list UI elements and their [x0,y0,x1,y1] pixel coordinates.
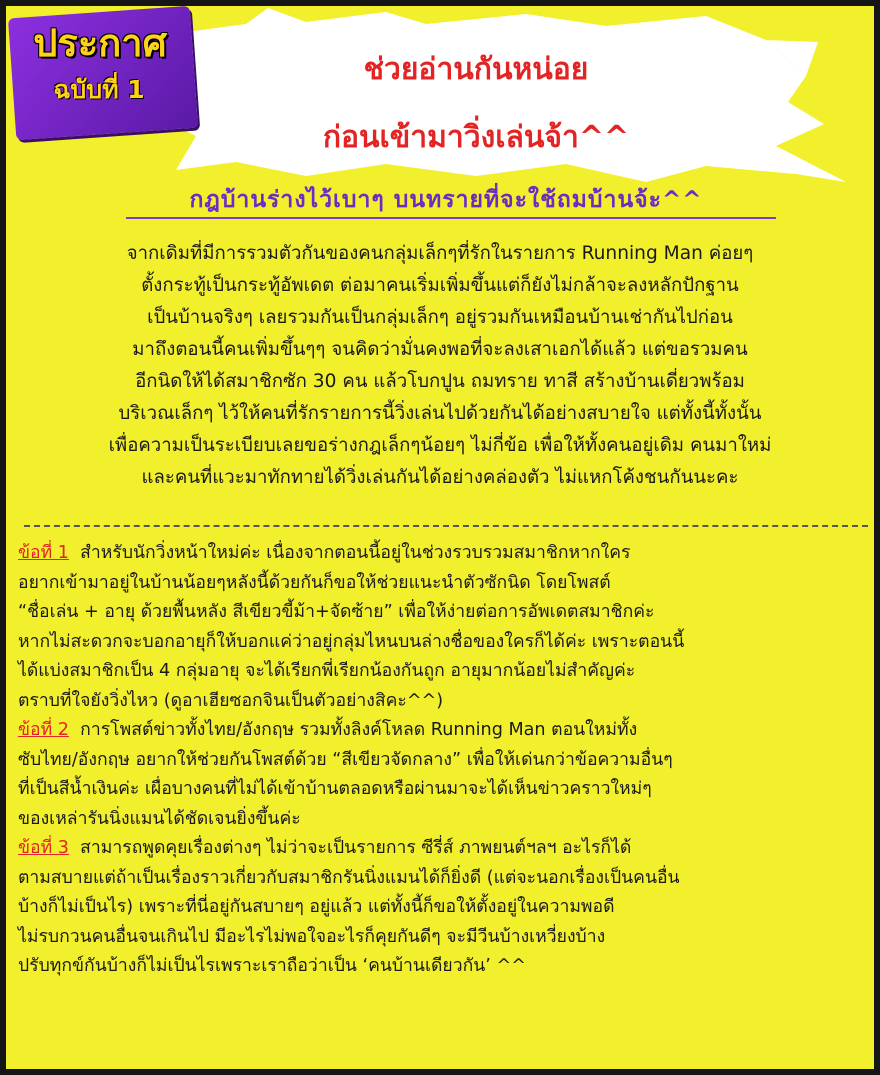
heading-line-1: ช่วยอ่านกันหน่อย [363,52,589,87]
rule-text-line: “ชื่อเล่น + อายุ ด้วยพื้นหลัง สีเขียวขี้ม้า+จัดซ้าย” เพื่อให้ง่ายต่อการอัพเดตสมาชิกค่ะ [18,602,655,622]
rule-text-line: ได้แบ่งสมาชิกเป็น 4 กลุ่มอายุ จะได้เรียกพี่เรียกน้องกันถูก อายุมากน้อยไม่สำคัญค่ะ [18,661,636,681]
dashed-divider [24,525,868,527]
rule-text-line: สำหรับนักวิ่งหน้าใหม่ค่ะ เนื่องจากตอนนี้อยู่ในช่วงรวบรวมสมาชิกหากใคร [80,543,631,563]
subheading: กฎบ้านร่างไว้เบาๆ บนทรายที่จะใช้ถมบ้านจ้ะ^^ [189,187,703,213]
intro-line: เพื่อความเป็นระเบียบเลยขอร่างกฎเล็กๆน้อยๆ ไม่กี่ข้อ เพื่อให้ทั้งคนอยู่เดิม คนมาใหม่ [108,435,772,456]
rule-text-line: ที่เป็นสีน้ำเงินค่ะ เผื่อบางคนที่ไม่ได้เข้าบ้านตลอดหรือผ่านมาจะได้เห็นข่าวคราวใหม่ๆ [18,779,652,799]
rule-label: ข้อที่ 2 [18,720,69,740]
rule-label: ข้อที่ 1 [18,543,69,563]
intro-line: อีกนิดให้ได้สมาชิกซัก 30 คน แล้วโบกปูน ถมทราย ทาสี สร้างบ้านเดี่ยวพร้อม [135,371,745,392]
badge-title: ประกาศ [33,21,167,65]
rule-1 [18,539,868,716]
heading-line-2: ก่อนเข้ามาวิ่งเล่นจ้า^^ [322,120,630,155]
rule-text-line: บ้างก็ไม่เป็นไร) เพราะที่นี่อยู่กันสบายๆ อยู่แล้ว แต่ทั้งนี้ก็ขอให้ตั้งอยู่ในความพอดี [18,897,615,917]
rule-text-line: การโพสต์ข่าวทั้งไทย/อังกฤษ รวมทั้งลิงค์โหลด Running Man ตอนใหม่ทั้ง [80,720,638,740]
rule-text-line: ไม่รบกวนคนอื่นจนเกินไป มีอะไรไม่พอใจอะไรก็คุยกันดีๆ จะมีวีนบ้างเหวี่ยงบ้าง [18,926,606,947]
rule-text-line: ของเหล่ารันนิ่งแมนได้ชัดเจนยิ่งขึ้นค่ะ [18,808,301,829]
subheading-underline [126,217,776,219]
intro-paragraph [24,238,856,494]
rule-label: ข้อที่ 3 [18,838,69,858]
rule-text-line: ตราบที่ใจยังวิ่งไหว (ดูอาเฮียซอกจินเป็นตัวอย่างสิคะ^^) [18,690,444,711]
rule-text-line: อยากเข้ามาอยู่ในบ้านน้อยๆหลังนี้ด้วยกันก็ขอให้ช่วยแนะนำตัวซักนิด โดยโพสต์ [18,572,611,593]
rule-text-line: ซับไทย/อังกฤษ อยากให้ช่วยกันโพสต์ด้วย “สีเขียวจัดกลาง” เพื่อให้เด่นกว่าข้อความอื่นๆ [18,749,673,770]
intro-line: มาถึงตอนนี้คนเพิ่มขึ้นๆๆ จนคิดว่ามั่นคงพอที่จะลงเสาเอกได้แล้ว แต่ขอรวมคน [132,339,748,360]
badge-subtitle: ฉบับที่ 1 [53,75,145,104]
rule-2 [18,716,868,834]
rule-text-line: ปรับทุกข์กันบ้างก็ไม่เป็นไรเพราะเราถือว่าเป็น ‘คนบ้านเดียวกัน’ ^^ [18,956,526,976]
rule-text-line: สามารถพูดคุยเรื่องต่างๆ ไม่ว่าจะเป็นรายการ ซีรี่ส์ ภาพยนต์ฯลฯ อะไรก็ได้ [80,838,632,858]
intro-line: บริเวณเล็กๆ ไว้ให้คนที่รักรายการนี้วิ่งเล่นไปด้วยกันได้อย่างสบายใจ แต่ทั้งนี้ทั้งนั้น [118,403,762,424]
intro-line: เป็นบ้านจริงๆ เลยรวมกันเป็นกลุ่มเล็กๆ อยู่รวมกันเหมือนบ้านเช่ากันไปก่อน [147,307,733,328]
intro-line: ตั้งกระทู้เป็นกระทู้อัพเดต ต่อมาคนเริ่มเพิ่มขึ้นแต่ก็ยังไม่กล้าจะลงหลักปักฐาน [141,275,739,296]
rules-list [18,539,868,982]
intro-line: จากเดิมที่มีการรวมตัวกันของคนกลุ่มเล็กๆที่รักในรายการ Running Man ค่อยๆ [126,243,754,264]
rule-text-line: หากไม่สะดวกจะบอกอายุก็ให้บอกแค่ว่าอยู่กลุ่มไหนบนล่างชื่อของใครก็ได้ค่ะ เพราะตอนนี้ [18,631,685,652]
intro-line: และคนที่แวะมาทักทายได้วิ่งเล่นกันได้อย่างคล่องตัว ไม่แหกโค้งชนกันนะคะ [141,467,739,488]
rule-text-line: ตามสบายแต่ถ้าเป็นเรื่องราวเกี่ยวกับสมาชิกรันนิ่งแมนได้ก็ยิ่งดี (แต่จะนอกเรื่องเป็นคนอื่น [18,867,680,888]
rule-3 [18,834,868,982]
